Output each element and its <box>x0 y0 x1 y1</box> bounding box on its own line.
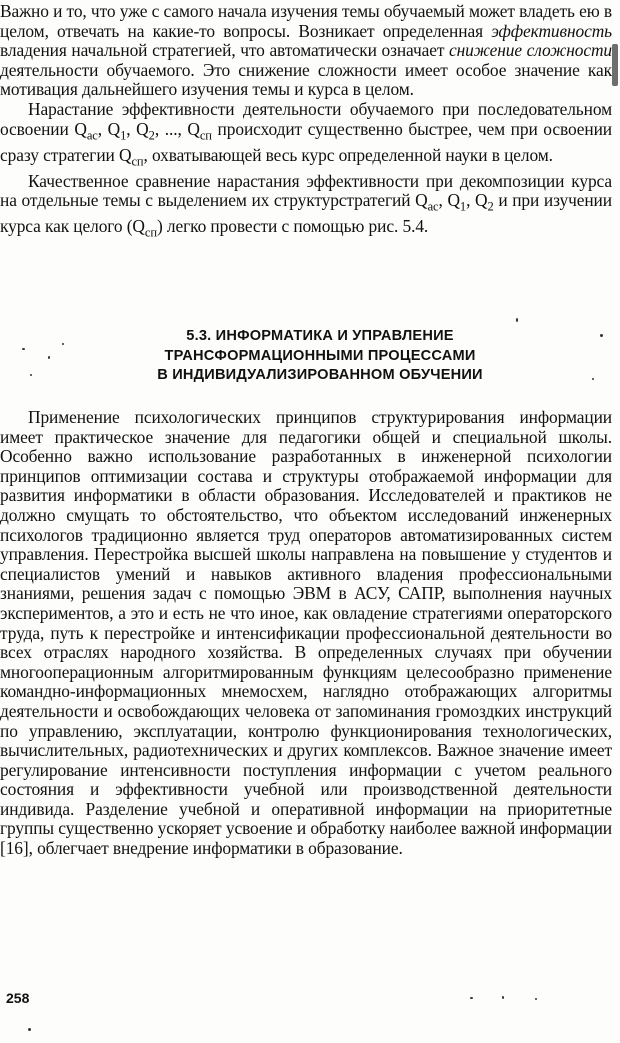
text-run: ) легко провести с помощью рис. 5.4. <box>156 216 429 237</box>
text-run: Нарастание эффективности деятельности обучаемого при последовательном освоении Q <box>0 98 612 139</box>
scan-speck <box>62 343 64 345</box>
scan-speck <box>592 378 594 380</box>
section-heading-line-3: В ИНДИВИДУАЛИЗИРОВАННОМ ОБУЧЕНИИ <box>157 367 483 383</box>
text-run: деятельности обучаемого. Это снижение сложности имеет особое значение как мотивация дальнейшего изучения темы и курса в целом. <box>0 59 612 100</box>
scan-speck <box>30 374 32 376</box>
text-run: Качественное сравнение нарастания эффективности при декомпозиции курса на отдельные темы с выделением их структурстратегий Q <box>0 170 612 211</box>
scan-speck <box>516 318 518 322</box>
scan-speck <box>28 1028 31 1031</box>
subscript-text: 2 <box>148 128 155 143</box>
paragraph-2 <box>0 100 612 172</box>
top-text-block <box>0 2 612 243</box>
paragraph-3 <box>0 172 612 244</box>
text-run: Важно и то, что уже с самого начала изучения темы обучаемый может владеть ею в целом, отвечать на какие-то вопросы. Возникает определенная <box>0 1 612 41</box>
text-run: , охватывающей весь курс определенной науки в целом. <box>143 144 553 165</box>
text-run: и при изучении курса как целого (Q <box>0 190 612 237</box>
text-run: , ..., Q <box>154 118 200 139</box>
section-heading-line-2: ТРАНСФОРМАЦИОННЫМИ ПРОЦЕССАМИ <box>164 347 476 364</box>
scan-speck <box>600 334 603 337</box>
section-heading <box>60 327 580 386</box>
scan-speck <box>48 356 50 359</box>
subscript-text: 1 <box>120 128 127 143</box>
emphasis-text: эффективность <box>491 20 612 41</box>
emphasis-text: снижение сложности <box>449 40 612 61</box>
text-run: происходит существенно быстрее, чем при освоении сразу стратегии Q <box>0 118 612 165</box>
scan-speck <box>502 996 504 999</box>
scan-speck <box>22 348 25 350</box>
paragraph-1 <box>0 2 612 100</box>
subscript-text: ас <box>86 128 98 143</box>
subscript-text: ас <box>427 199 439 214</box>
subscript-text: сп <box>131 154 144 169</box>
paragraph-4 <box>0 408 612 859</box>
scan-speck <box>470 997 473 999</box>
margin-scan-mark <box>612 44 618 86</box>
text-run: , Q <box>126 118 149 139</box>
text-run: , Q <box>466 190 488 211</box>
subscript-text: сп <box>144 225 157 240</box>
text-run: Применение психологических принципов структурирования информации имеет практическое значение для педагогики общей и специальной школы. Особенно важно использование разработанных в инженерной психологии принципов оптимизации состава и структуры отображаемой информации для развития информатики в области образования. Исследователей и практиков не должно смущать то обстоятельство, что объектом исследований инженерных психологов традиционно является труд операторов автоматизированных систем управления. Перестройка высшей школы направлена на повышение у студентов и специалистов умений и навыков активного владения профессиональными знаниями, решения задач с помощью ЭВМ в АСУ, САПР, выполнения научных экспериментов, а это и есть не что иное, как овладение стратегиями операторского труда, путь к перестройке и интенсификации профессиональной деятельности во всех отраслях народного хозяйства. В определенных случаях при обучении многооперационным алгоритмированным функциям целесообразно применение командно-информационных мнемосхем, наглядно отображающих алгоритмы деятельности и освобождающих человека от запоминания громоздких инструкций по управлению, эксплуатации, контролю функционирования технологических, вычислительных, радиотехнических и других комплексов. Важное значение имеет регулирование интенсивности поступления информации с учетом реального состояния и эффективности учебной или производственной деятельности индивида. Разделение учебной и оперативной информации на приоритетные группы существенно ускоряет усвоение и обработку наиболее важной информации [16], облегчает внедрение информатики в образование. <box>0 407 612 859</box>
text-run: владения начальной стратегией, что автоматически означает <box>0 40 450 61</box>
main-text-block <box>0 408 612 859</box>
page-number: 258 <box>6 990 30 1006</box>
text-run: , Q <box>438 190 460 211</box>
text-run: , Q <box>97 118 121 139</box>
subscript-text: сп <box>199 128 212 143</box>
subscript-text: 2 <box>487 199 494 214</box>
scan-speck <box>535 998 537 1000</box>
subscript-text: 1 <box>459 199 467 214</box>
section-heading-line-1: 5.3. ИНФОРМАТИКА И УПРАВЛЕНИЕ <box>186 328 454 344</box>
